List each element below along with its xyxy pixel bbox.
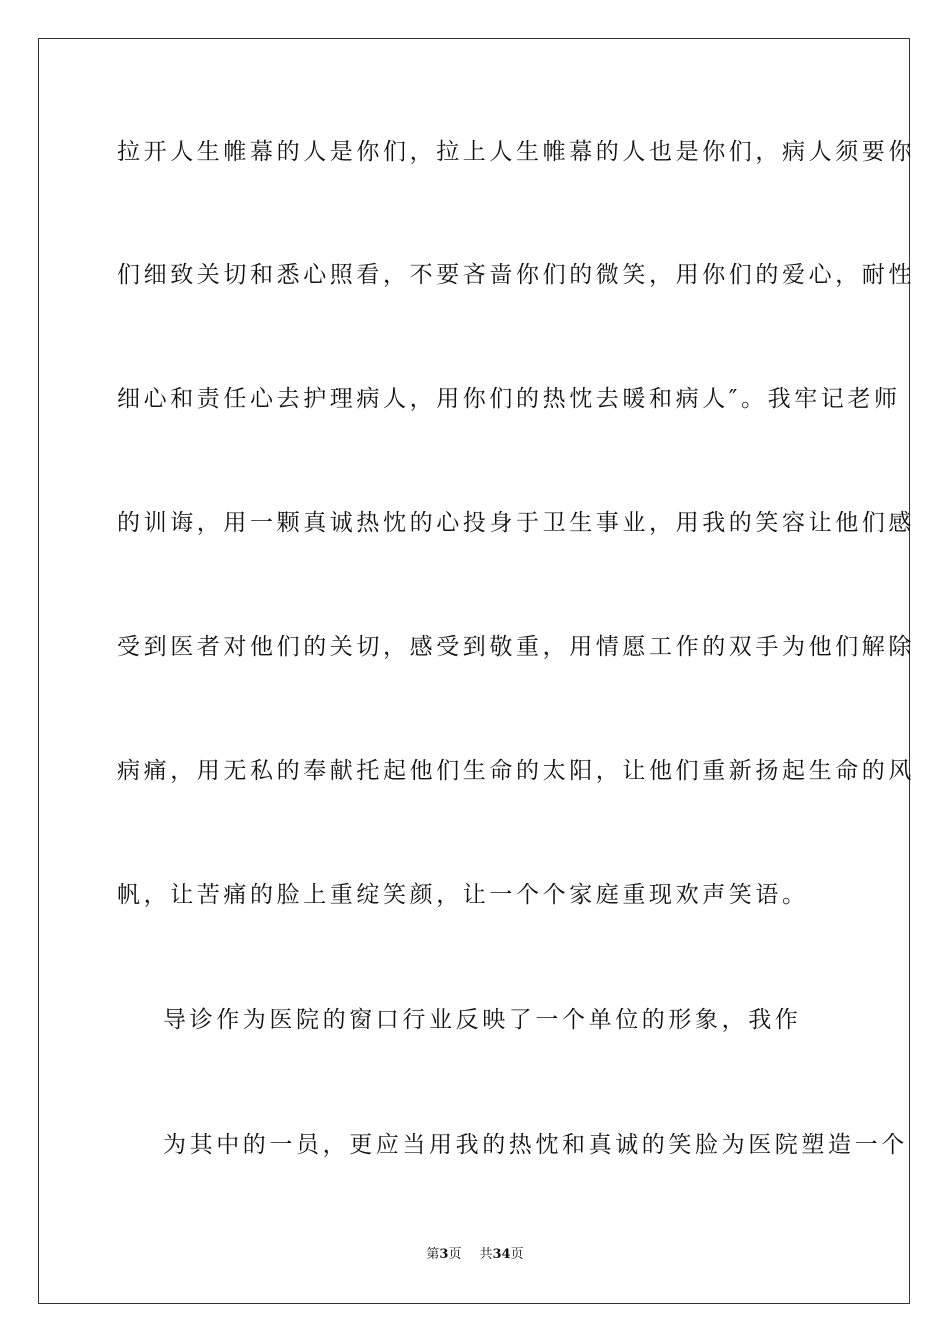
footer-page-prefix: 第 <box>426 1247 440 1262</box>
page-footer <box>0 1246 950 1264</box>
footer-current-page: 3 <box>439 1247 449 1262</box>
body-text-line-3: 细心和责任心去护理病人，用你们的热忱去暖和病人″。我牢记老师 <box>117 386 901 412</box>
body-text-line-4: 的训诲，用一颗真诚热忱的心投身于卫生事业，用我的笑容让他们感 <box>117 510 915 536</box>
body-text-line-8: 导诊作为医院的窗口行业反映了一个单位的形象，我作 <box>163 1007 802 1033</box>
body-text-line-1: 拉开人生帷幕的人是你们，拉上人生帷幕的人也是你们，病人须要你 <box>117 139 915 165</box>
page-border <box>38 38 915 1304</box>
footer-page-suffix: 页 <box>448 1247 462 1262</box>
body-text-line-7: 帆，让苦痛的脸上重绽笑颜，让一个个家庭重现欢声笑语。 <box>117 882 809 908</box>
footer-total-prefix: 共 <box>479 1247 493 1262</box>
body-text-line-9: 为其中的一员，更应当用我的热忱和真诚的笑脸为医院塑造一个 <box>163 1132 908 1158</box>
footer-total-pages: 34 <box>492 1247 511 1262</box>
footer-total-suffix: 页 <box>510 1247 524 1262</box>
body-text-line-6: 病痛，用无私的奉献托起他们生命的太阳，让他们重新扬起生命的风 <box>117 758 915 784</box>
body-text-line-2: 们细致关切和悉心照看，不要吝啬你们的微笑，用你们的爱心，耐性 <box>117 262 915 288</box>
body-text-line-5: 受到医者对他们的关切，感受到敬重，用情愿工作的双手为他们解除 <box>117 634 915 660</box>
